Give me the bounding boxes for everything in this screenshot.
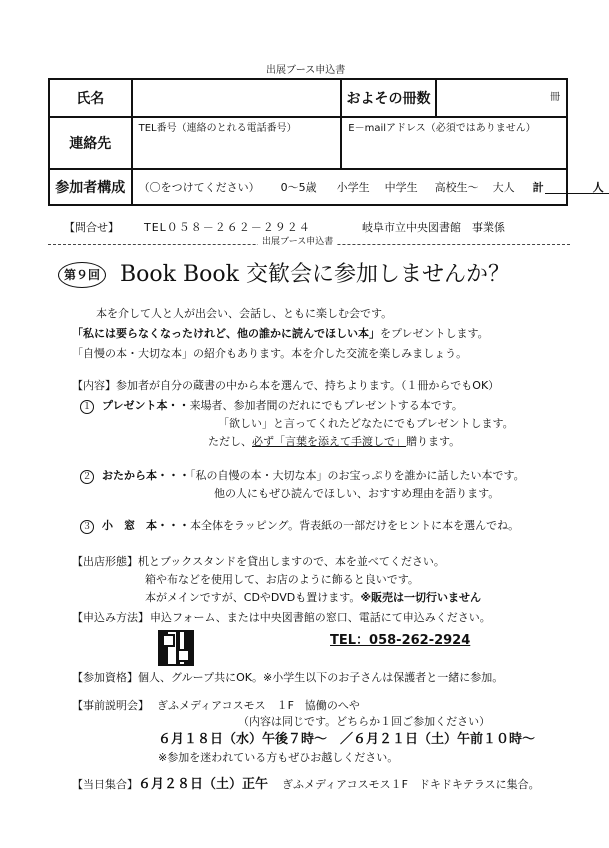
books-unit: 冊 [550, 92, 560, 103]
apply-tel[interactable]: TEL：058-262-2924 [330, 633, 471, 648]
briefing-place: ぎふメディアコスモス １F 協働のへや [157, 699, 360, 712]
booth-line-2: 箱や布などを使用して、お店のように飾ると良いです。 [145, 573, 419, 586]
inquiry-label: 【問合せ】 [64, 221, 119, 234]
apply-text: 申込フォーム、または中央図書館の窓口、電話にて申込みください。 [150, 611, 491, 624]
total-unit: 人 [592, 181, 604, 194]
briefing-label: 【事前説明会】 [72, 699, 149, 712]
briefing-dates: ６月１８日（水）午後７時～ ／６月２１日（土）午前１０時～ [158, 732, 536, 747]
inquiry-org: 岐阜市立中央図書館 事業係 [362, 221, 505, 234]
qr-code-icon[interactable] [158, 630, 194, 666]
category-high-school[interactable]: 高校生～ [434, 181, 479, 194]
item-1-line-3-a: ただし、 [208, 435, 252, 448]
item-2-line-2: 他の人にもぜひ読んでほしい、おすすめ理由を語ります。 [214, 487, 500, 500]
briefing-note: （内容は同じです。どちらか１回ご参加ください） [238, 715, 491, 728]
email-hint: E－mailアドレス（必須ではありません） [348, 123, 536, 134]
item-3-number: ３ [80, 520, 94, 534]
day-label: 【当日集合】 [72, 778, 138, 791]
approx-books-label: およその冊数 [341, 79, 435, 117]
eligibility-label: 【参加資格】 [72, 671, 138, 684]
intro-line-3: 「自慢の本・大切な本」の紹介もあります。本を介した交流を楽しみましょう。 [72, 347, 468, 360]
tel-hint: TEL番号（連絡のとれる電話番号） [138, 123, 297, 134]
booth-line-1: 机とブックスタンドを貸出しますので、本を並べてください。 [138, 555, 445, 568]
inquiry-tel: TEL０５８－２６２－２９２４ [144, 221, 311, 234]
application-form-table [48, 78, 604, 206]
intro-line-1: 本を介して人と人が出会い、会話し、ともに楽しむ会です。 [96, 307, 393, 320]
day-date: ６月２８日（土）正午 [138, 777, 269, 792]
content-label: 【内容】 [72, 379, 116, 392]
total-label: 計 [532, 181, 544, 194]
item-1-line-3-underlined: 必ず「言葉を添えて手渡しで」 [252, 435, 406, 448]
event-title: Book Book 交歓会に参加しませんか？ [120, 262, 510, 287]
tel-field[interactable] [132, 117, 342, 169]
email-field[interactable] [341, 117, 567, 169]
category-adult[interactable]: 大人 [492, 181, 515, 194]
participants-label: 参加者構成 [49, 169, 132, 205]
name-label: 氏名 [49, 79, 132, 117]
apply-label: 【申込み方法】 [72, 611, 149, 624]
item-1-number: １ [80, 400, 94, 414]
item-3-title: 小 窓 本・・・ [102, 519, 190, 532]
intro-line-2-rest: をプレゼントします。 [380, 327, 489, 340]
participants-hint: （〇をつけてください） [138, 181, 260, 194]
briefing-note-2: ※参加を迷われている方もぜひお越しください。 [158, 751, 399, 764]
item-2-line-1: 「私の自慢の本・大切な本」のお宝っぷりを誰かに話したい本です。 [190, 469, 525, 482]
intro-line-2-bold: 「私には要らなくなったけれど、他の誰かに読んでほしい本」 [72, 327, 380, 340]
approx-books-field[interactable] [436, 79, 567, 117]
booth-label: 【出店形態】 [72, 555, 138, 568]
item-1-title: プレゼント本・・ [102, 399, 190, 412]
item-1-line-3-b: 贈ります。 [406, 435, 461, 448]
booth-no-sales: ※販売は一切行いません [360, 591, 482, 604]
eligibility-text: 個人、グループ共にOK。※小学生以下のお子さんは保護者と一緒に参加。 [138, 671, 504, 684]
item-3-line-1: 本全体をラッピング。背表紙の一部だけをヒントに本を選んでね。 [190, 519, 520, 532]
booth-line-3: 本がメインですが、CDやDVDも置けます。 [145, 591, 361, 604]
item-2-number: ２ [80, 470, 94, 484]
content-text: 参加者が自分の蔵書の中から本を選んで、持ちよります。（１冊からでもOK） [116, 379, 500, 392]
day-place: ぎふメディアコスモス１F ドキドキテラスに集合。 [282, 778, 540, 791]
category-elementary[interactable]: 小学生 [336, 181, 370, 194]
divider-label: 出展ブース申込書 [258, 238, 337, 247]
category-junior-high[interactable]: 中学生 [384, 181, 418, 194]
category-0-5[interactable]: 0～5歳 [280, 181, 317, 194]
participants-field[interactable] [132, 169, 604, 205]
name-field[interactable] [132, 79, 342, 117]
form-title: 出展ブース申込書 [266, 65, 346, 76]
item-2-title: おたから本・・・ [102, 469, 190, 482]
edition-badge: 第９回 [58, 262, 106, 288]
item-1-line-1: 来場者、参加者間のだれにでもプレゼントする本です。 [189, 399, 463, 412]
contact-label: 連絡先 [49, 117, 132, 169]
item-1-line-2: 「欲しい」と言ってくれたどなたにでもプレゼントします。 [218, 417, 514, 430]
